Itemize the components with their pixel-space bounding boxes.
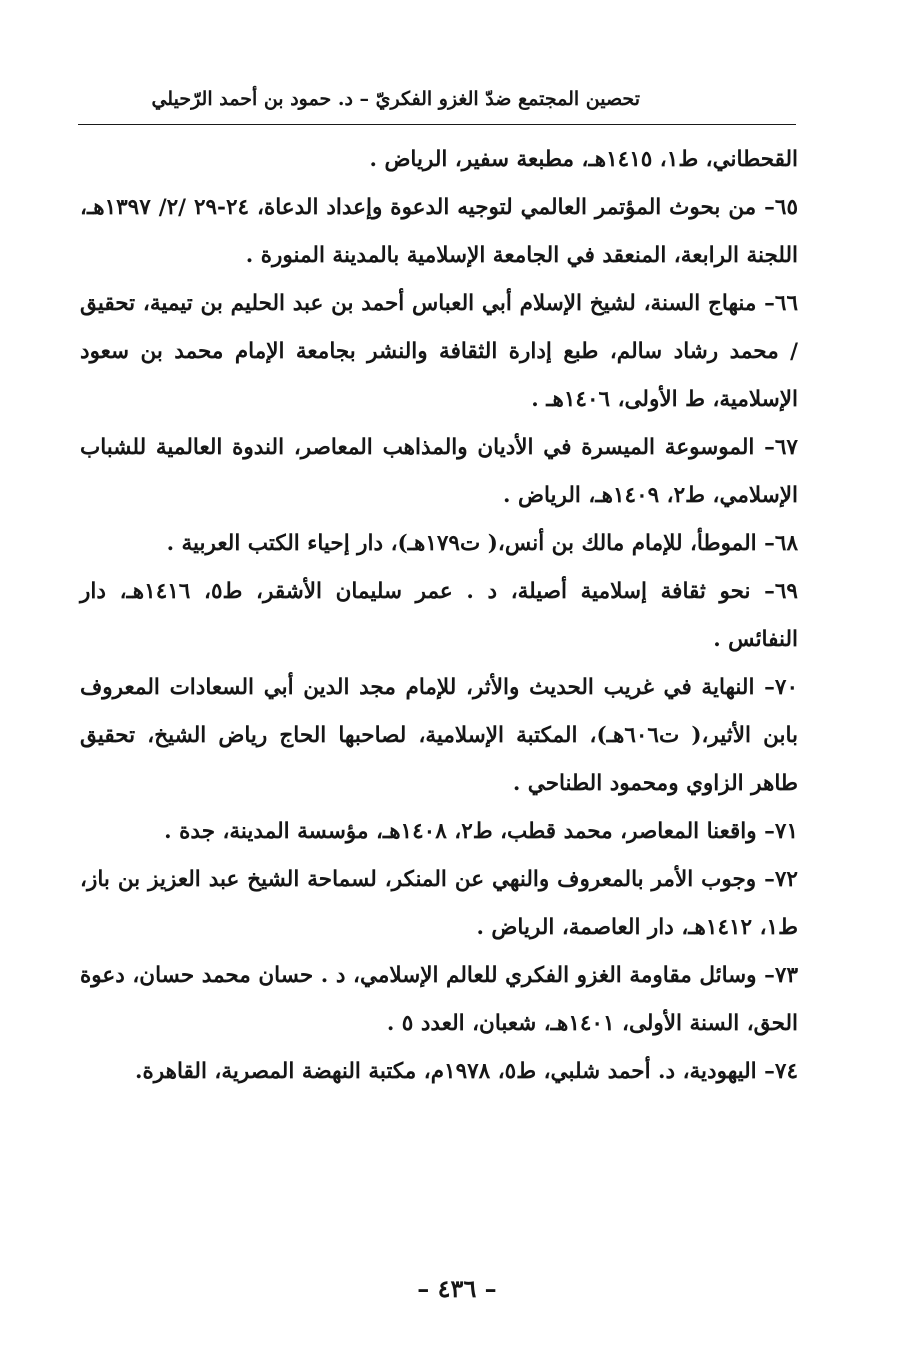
reference-entry-66 xyxy=(80,280,798,424)
reference-entry-67 xyxy=(80,424,798,520)
reference-number: ٧١– xyxy=(764,819,798,844)
reference-text: واقعنا المعاصر، محمد قطب، ط٢، ١٤٠٨هـ، مؤسسة المدينة، جدة . xyxy=(164,819,757,844)
reference-list xyxy=(80,136,798,1096)
reference-text: الموطأ، للإمام مالك بن أنس،( ت١٧٩هـ)، دار إحياء الكتب العربية . xyxy=(166,531,757,556)
reference-number: ٧٣– xyxy=(764,963,798,988)
reference-entry-70 xyxy=(80,664,798,808)
reference-number: ٦٧– xyxy=(764,435,798,460)
reference-text: نحو ثقافة إسلامية أصيلة، د . عمر سليمان الأشقر، ط٥، ١٤١٦هـ، دار النفائس . xyxy=(80,579,798,652)
reference-number: ٦٨– xyxy=(764,531,798,556)
reference-entry-74 xyxy=(80,1048,798,1096)
header-rule xyxy=(78,124,796,125)
page-number: – ٤٣٦ – xyxy=(417,1274,497,1303)
reference-text: اليهودية، د. أحمد شلبي، ط٥، ١٩٧٨م، مكتبة النهضة المصرية، القاهرة. xyxy=(135,1059,757,1084)
reference-entry-69 xyxy=(80,568,798,664)
reference-text: وجوب الأمر بالمعروف والنهي عن المنكر، لسماحة الشيخ عبد العزيز بن باز، ط١، ١٤١٢هـ، دار العاصمة، الرياض . xyxy=(80,867,798,940)
reference-text: القحطاني، ط١، ١٤١٥هـ، مطبعة سفير، الرياض . xyxy=(369,147,798,172)
reference-number: ٧٢– xyxy=(764,867,798,892)
reference-number: ٧٠– xyxy=(764,675,798,700)
reference-entry-64-continued xyxy=(80,136,798,184)
reference-text: منهاج السنة، لشيخ الإسلام أبي العباس أحمد بن عبد الحليم بن تيمية، تحقيق / محمد رشاد سالم، طبع إدارة الثقافة والنشر بجامعة الإمام محمد بن سعود الإسلامية، ط الأولى، ١٤٠٦هـ . xyxy=(80,291,798,412)
reference-entry-72 xyxy=(80,856,798,952)
running-header: تحصين المجتمع ضدّ الغزو الفكريّ – د. حمود بن أحمد الرّحيلي xyxy=(151,88,640,110)
reference-number: ٦٥– xyxy=(764,195,798,220)
reference-entry-71 xyxy=(80,808,798,856)
reference-entry-65 xyxy=(80,184,798,280)
reference-entry-73 xyxy=(80,952,798,1048)
reference-text: النهاية في غريب الحديث والأثر، للإمام مجد الدين أبي السعادات المعروف بابن الأثير،( ت٦٠٦هـ)، المكتبة الإسلامية، لصاحبها الحاج رياض الشيخ، تحقيق طاهر الزاوي ومحمود الطناحي . xyxy=(80,675,798,796)
reference-number: ٦٦– xyxy=(764,291,798,316)
reference-number: ٦٩– xyxy=(764,579,798,604)
reference-number: ٧٤– xyxy=(764,1059,798,1084)
reference-text: وسائل مقاومة الغزو الفكري للعالم الإسلامي، د . حسان محمد حسان، دعوة الحق، السنة الأولى، ١٤٠١هـ، شعبان، العدد ٥ . xyxy=(80,963,798,1036)
reference-entry-68 xyxy=(80,520,798,568)
reference-text: الموسوعة الميسرة في الأديان والمذاهب المعاصر، الندوة العالمية للشباب الإسلامي، ط٢، ١٤٠٩هـ، الرياض . xyxy=(80,435,798,508)
reference-text: من بحوث المؤتمر العالمي لتوجيه الدعوة وإعداد الدعاة، ٢٤-٢٩ /٢/ ١٣٩٧هـ، اللجنة الرابعة، المنعقد في الجامعة الإسلامية بالمدينة المنورة . xyxy=(80,195,798,268)
